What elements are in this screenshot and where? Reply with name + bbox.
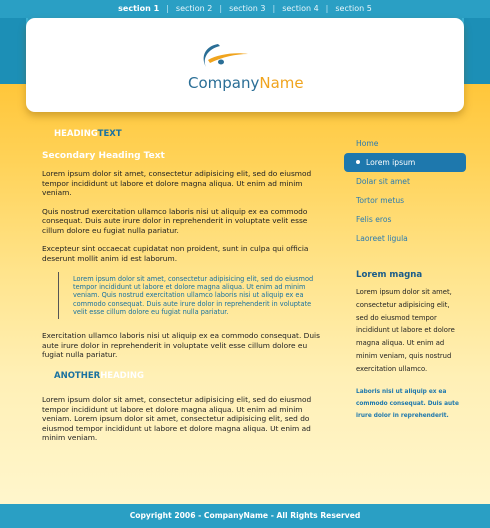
paragraph-2: Quis nostrud exercitation ullamco laboris nisi ut aliquip ex ea commodo consequat. Duis aute irure dolor in reprehenderit in voluptate velit esse cillum dolore eu fugiat nulla pariatur.: [42, 206, 308, 235]
secondary-heading: Secondary Heading Text: [42, 150, 165, 161]
swoosh-globe-icon: [188, 40, 308, 74]
nav-section-2[interactable]: section 2: [175, 4, 213, 13]
nav-section-4[interactable]: section 4: [282, 4, 319, 13]
top-navigation: [0, 0, 490, 18]
sidebar-item-label: Lorem ipsum: [366, 158, 416, 167]
paragraph-3: Excepteur sint occaecat cupidatat non proident, sunt in culpa qui officia deserunt mollit anim id est laborum.: [42, 244, 309, 263]
heading-1-part1: HEADING: [54, 129, 98, 139]
heading-1-part2: TEXT: [97, 129, 122, 139]
heading-2: [54, 372, 326, 382]
sidebar: [344, 134, 466, 422]
sidebar-highlight-text: Laboris nisi ut aliquip ex ea commodo consequat. Duis aute irure dolor in reprehenderit.: [356, 388, 459, 419]
company-name: [188, 74, 304, 92]
company-name-part2: Name: [259, 74, 304, 92]
heading-2-part2: HEADING: [100, 370, 144, 381]
nav-separator: |: [166, 4, 169, 13]
company-name-part1: Company: [188, 74, 260, 92]
nav-section-3[interactable]: section 3: [229, 4, 266, 13]
header-card: [26, 18, 464, 112]
sidebar-title: Lorem magna: [356, 270, 423, 280]
main-content: [42, 130, 326, 452]
copyright-text: Copyright 2006 - CompanyName - All Rights Reserved: [129, 511, 361, 520]
sidebar-item-laoreet-ligula[interactable]: Laoreet ligula: [356, 234, 408, 243]
nav-separator: |: [325, 4, 329, 13]
sidebar-item-dolar-sit-amet[interactable]: Dolar sit amet: [356, 177, 410, 186]
paragraph-4: Exercitation ullamco laboris nisi ut aliquip ex ea commodo consequat. Duis aute irure dolor in reprehenderit in voluptate velit esse cillum dolore eu fugiat nulla pariatur.: [42, 331, 320, 360]
paragraph-5: Lorem ipsum dolor sit amet, consectetur adipisicing elit, sed do eiusmod tempor incididunt ut labore et dolore magna aliqua. Ut enim ad minim veniam. Lorem ipsum dolor sit amet, consectetur adipisicing elit, sed do eiusmod tempor incididunt ut labore et dolore magna aliqua. Ut enim ad minim veniam.: [42, 395, 312, 443]
heading-1: [54, 130, 326, 140]
sidebar-item-home[interactable]: Home: [356, 139, 379, 148]
blockquote: Lorem ipsum dolor sit amet, consectetur adipisicing elit, sed do eiusmod tempor incididunt ut labore et dolore magna aliqua. Ut enim ad minim veniam. Quis nostrud exercitation ullamco laboris nisi ut aliquip ex ea commodo consequat. Duis aute irure dolor in reprehenderit in voluptate velit esse cillum dolore eu fugiat nulla pariatur.: [58, 272, 326, 319]
bullet-icon: [356, 160, 360, 164]
nav-section-1[interactable]: section 1: [118, 4, 160, 13]
paragraph-1: Lorem ipsum dolor sit amet, consectetur adipisicing elit, sed do eiusmod tempor incididunt ut labore et dolore magna aliqua. Ut enim ad minim veniam.: [42, 169, 312, 197]
nav-section-5[interactable]: section 5: [335, 4, 372, 13]
heading-2-part1: ANOTHER: [54, 370, 101, 381]
left-stripe: [0, 18, 26, 84]
nav-separator: |: [272, 4, 276, 13]
sidebar-item-lorem-ipsum[interactable]: [344, 153, 466, 172]
sidebar-item-tortor-metus[interactable]: Tortor metus: [356, 196, 405, 205]
right-stripe: [464, 18, 490, 84]
nav-separator: |: [219, 4, 223, 13]
sidebar-text: Lorem ipsum dolor sit amet, consectetur adipisicing elit, sed do eiusmod tempor incididunt ut labore et dolore magna aliqua. Ut enim ad minim veniam, quis nostrud exercitation ullamco.: [356, 288, 455, 373]
sidebar-item-felis-eros[interactable]: Felis eros: [356, 215, 392, 224]
footer: [0, 504, 490, 528]
company-logo[interactable]: [188, 40, 308, 100]
